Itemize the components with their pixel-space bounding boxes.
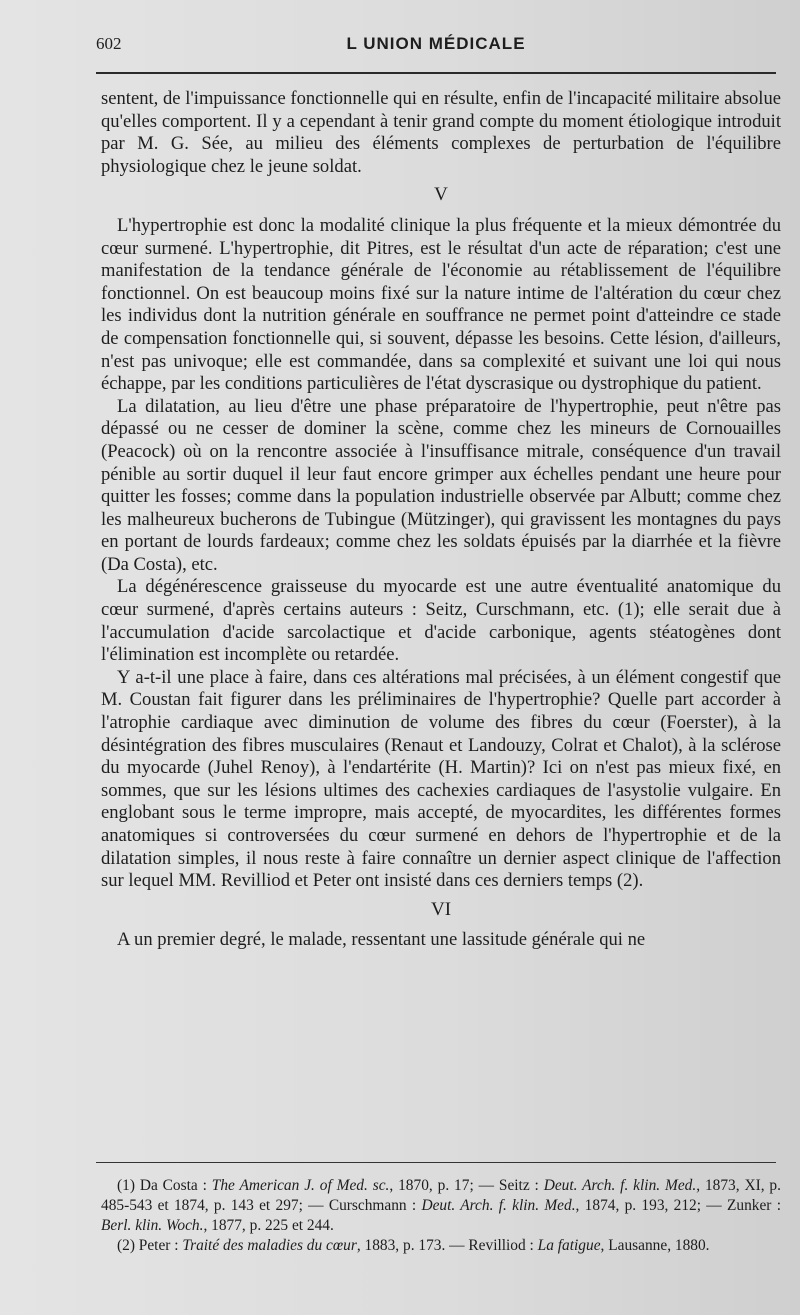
body-text — [101, 88, 781, 952]
header-rule — [96, 72, 776, 74]
page-number: 602 — [96, 34, 122, 53]
running-title: L UNION MÉDICALE — [346, 34, 526, 53]
paragraph-alterations: Y a-t-il une place à faire, dans ces altérations mal précisées, à un élément congestif que M. Coustan fait figurer dans les préliminaires de l'hypertrophie? Quelle part accorder à l'atrophie cardiaque avec diminution de volume des fibres du cœur (Foerster), à la désintégration des fibres musculaires (Renaut et Landouzy, Colrat et Chalot), à la sclérose du myocarde (Juhel Renoy), à l'endartérite (H. Martin)? Ici on n'est pas mieux fixé, en sommes, que sur les lésions ultimes des cachexies cardiaques de l'asystolie vulgaire. En englobant sous le terme impropre, mais accepté, de myocardites, les différentes formes anatomiques si controversées du cœur surmené en dehors de l'hypertrophie et de la dilatation simples, il nous reste à faire connaître un dernier aspect clinique de l'affection sur lequel MM. Revilliod et Peter ont insisté dans ces derniers temps (2). — [101, 666, 781, 892]
footnote-rule — [96, 1162, 776, 1163]
section-heading-vi: VI — [430, 898, 452, 920]
footnote-2: (2) Peter : Traité des maladies du cœur, 1883, p. 173. — Revilliod : La fatigue, Lausanne, 1880. — [117, 1237, 710, 1254]
paragraph-hypertrophie: L'hypertrophie est donc la modalité clinique la plus fréquente et la mieux démontrée du cœur surmené. L'hypertrophie, dit Pitres, est le résultat d'un acte de réparation; c'est une manifestation de la tendance générale de l'économie au rétablissement de l'équilibre fonctionnel. On est beaucoup moins fixé sur la nature intime de l'altération du cœur chez les individus dont la nutrition générale en souffrance ne permet point d'atteindre ce stade de compensation fonctionnelle qui, si souvent, dépasse les besoins. Cette lésion, d'ailleurs, n'est pas univoque; elle est commandée, dans sa complexité et suivant une loi qui nous échappe, par les conditions particulières de l'état dyscrasique ou dystrophique du patient. — [101, 214, 781, 395]
paragraph-premier-degre: A un premier degré, le malade, ressentant une lassitude générale qui ne — [117, 929, 646, 951]
page-header — [96, 34, 776, 64]
paragraph-continuation: sentent, de l'impuissance fonctionnelle qui en résulte, enfin de l'incapacité militaire absolue qu'elles comportent. Il y a cependant à tenir grand compte du moment étiologique introduit par M. G. Sée, au milieu des éléments complexes de perturbation de l'équilibre physiologique chez le jeune soldat. — [101, 88, 781, 177]
section-heading-v: V — [434, 184, 448, 206]
paragraph-degenerescence: La dégénérescence graisseuse du myocarde est une autre éventualité anatomique du cœur surmené, d'après certains auteurs : Seitz, Curschmann, etc. (1); elle serait due à l'accumulation d'acide sarcolactique et d'acide carbonique, agents stéatogènes dont l'élimination est incomplète ou retardée. — [101, 576, 781, 666]
footnote-1: (1) Da Costa : The American J. of Med. sc., 1870, p. 17; — Seitz : Deut. Arch. f. klin. Med., 1873, XI, p. 485-543 et 1874, p. 143 et 297; — Curschmann : Deut. Arch. f. klin. Med., 1874, p. 193, 212; — Zunker : Berl. klin. Woch., 1877, p. 225 et 244. — [101, 1177, 781, 1234]
footnotes — [101, 1176, 781, 1256]
paragraph-dilatation: La dilatation, au lieu d'être une phase préparatoire de l'hypertrophie, peut n'être pas dépassé ou ne cesser de dominer la scène, comme chez les mineurs de Cornouailles (Peacock) où on la rencontre associée à l'insuffisance mitrale, conséquence d'un travail pénible au sortir duquel il leur faut encore grimper aux échelles pendant une heure pour quitter les fosses; comme dans la population industrielle observée par Albutt; comme chez les malheureux bucherons de Tubingue (Mützinger), qui gravissent les montagnes du pays en portant de lourds fardeaux; comme chez les soldats épuisés par la diarrhée et la fièvre (Da Costa), etc. — [101, 395, 781, 575]
